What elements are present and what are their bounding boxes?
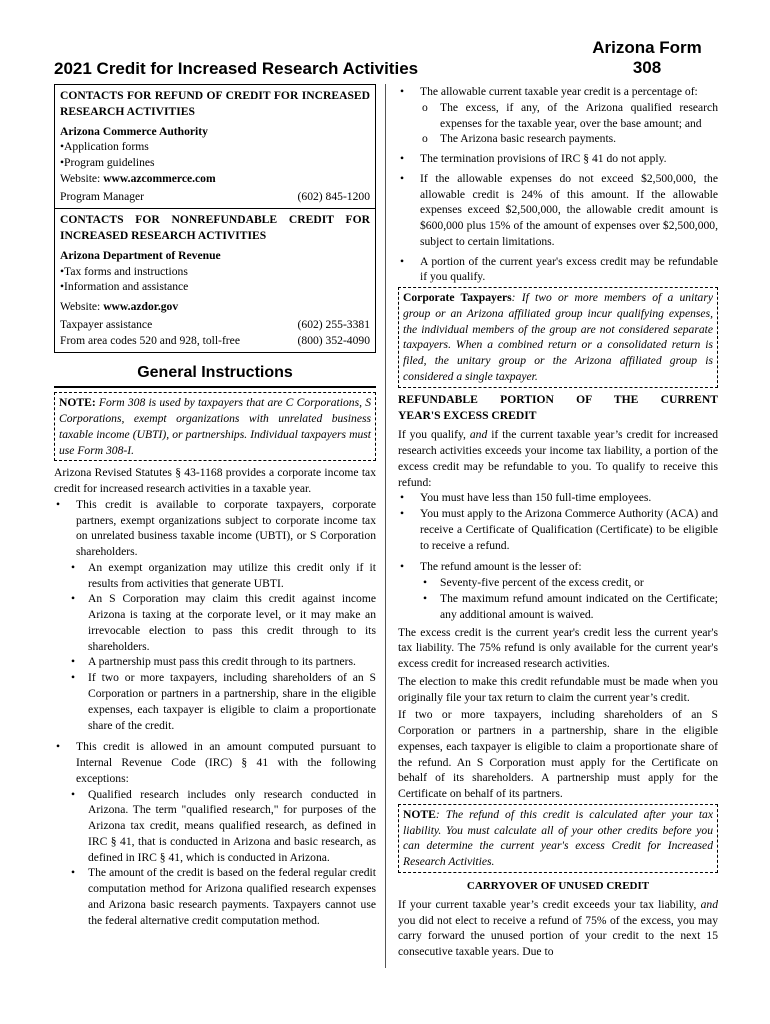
phone-label: Program Manager bbox=[60, 189, 145, 203]
list-item: o The excess, if any, of the Arizona qualified research expenses for the taxable year, over the base amount; and bbox=[420, 100, 718, 132]
list-item: • The amount of the credit is based on the federal regular credit computation method for Arizona qualified research expenses and Arizona basic research payments. Taxpayers cannot use the federal alternative credit computation method. bbox=[68, 865, 376, 928]
contacts-nonrefundable-heading: CONTACTS FOR NONREFUNDABLE CREDIT FOR INCREASED RESEARCH ACTIVITIES bbox=[60, 213, 370, 243]
sub-list bbox=[420, 100, 718, 147]
two-or-more-paragraph: If two or more taxpayers, including shareholders of an S Corporation or partners in a partnership, share in the eligible expenses, each taxpayer is eligible to claim a proportionate share of the refund. An S Corporation must apply for the Certificate on behalf of its shareholders. A partnership must apply for the Certificate on behalf of its partners. bbox=[398, 708, 718, 801]
contacts-nonrefundable-section bbox=[55, 208, 375, 352]
program-manager-row bbox=[60, 189, 370, 205]
list-item: • If two or more taxpayers, including shareholders of an S Corporation or partners in a partnership, share in the eligible expenses, each taxpayer is eligible to claim a proportionate share of the credit. bbox=[68, 670, 376, 733]
list-item: • You must have less than 150 full-time employees. bbox=[398, 490, 718, 506]
qualify-bullets bbox=[398, 490, 718, 622]
list-item: • Seventy-five percent of the excess credit, or bbox=[420, 575, 718, 591]
nonrefundable-bullet: •Tax forms and instructions bbox=[60, 264, 188, 278]
list-item: • You must apply to the Arizona Commerce Authority (ACA) and receive a Certificate of Qualification (Certificate) to be eligible to receive a refund. bbox=[398, 506, 718, 553]
refund-bullet: •Application forms bbox=[60, 140, 149, 154]
text-run: you did not elect to receive a refund of 75% of the excess, you may carry forward the unused portion of your credit to the next 15 consecutive taxable years. Due to bbox=[398, 913, 718, 959]
bullet-text: The allowable current taxable year credit is a percentage of: bbox=[420, 85, 698, 98]
list-item: • Qualified research includes only research conducted in Arizona. The term "qualified research," for purposes of the Arizona tax credit, means qualified research, as defined in IRC § 41, that is conducted in Arizona and basic research, as defined in IRC § 41, which is conducted in Arizona. bbox=[68, 787, 376, 866]
text-run: and bbox=[469, 428, 488, 442]
website-label: Website: bbox=[60, 300, 104, 314]
contacts-refund-section bbox=[55, 85, 375, 208]
note-text: Form 308 is used by taxpayers that are C Corporations, S Corporations, exempt organizations with unrelated business taxable income (UBTI), or partnerships. Individual taxpayers must use Form 308-I. bbox=[59, 396, 371, 457]
list-item: • An S Corporation may claim this credit against income Arizona is taxing at the corporate level, or it may make an irrevocable election to pass this credit through to its shareholders. bbox=[68, 591, 376, 654]
note-label: NOTE: bbox=[59, 396, 96, 410]
corp-label: Corporate Taxpayers bbox=[403, 291, 512, 305]
nonrefundable-website-line bbox=[60, 299, 370, 315]
general-instructions-heading: General Instructions bbox=[54, 362, 376, 388]
carryover-paragraph bbox=[398, 897, 718, 960]
list-item: • A partnership must pass this credit through to its partners. bbox=[68, 654, 376, 670]
website-label: Website: bbox=[60, 171, 104, 185]
phone-number: (602) 845-1200 bbox=[297, 189, 370, 203]
phone-number: (602) 255-3381 bbox=[297, 317, 370, 331]
election-paragraph: The election to make this credit refundable must be made when you originally file your tax return to claim the current year’s credit. bbox=[398, 674, 718, 704]
right-column bbox=[398, 84, 718, 960]
form-label: Arizona Form bbox=[592, 38, 702, 57]
bullet-text: The refund amount is the lesser of: bbox=[420, 560, 582, 574]
list-item bbox=[54, 739, 376, 928]
text-run: If you qualify, bbox=[398, 428, 470, 442]
text-run: and bbox=[700, 897, 718, 911]
azdor-link[interactable]: www.azdor.gov bbox=[103, 300, 179, 314]
taxpayer-assistance-row bbox=[60, 317, 370, 333]
list-item: o The Arizona basic research payments. bbox=[420, 131, 718, 147]
refund-note-box bbox=[398, 804, 718, 873]
excess-credit-paragraph: The excess credit is the current year's credit less the current year's tax liability. The 75% refund is only available for the current year's excess credit for increased research activities. bbox=[398, 625, 718, 671]
list-item bbox=[398, 559, 718, 622]
list-item: • An exempt organization may utilize this credit only if it results from activities that generate UBTI. bbox=[68, 560, 376, 592]
intro-paragraph: Arizona Revised Statutes § 43-1168 provides a corporate income tax credit for increased research activities in a taxable year. bbox=[54, 466, 376, 496]
list-item bbox=[54, 497, 376, 733]
refundable-heading-line2: YEAR'S EXCESS CREDIT bbox=[398, 408, 537, 422]
text-run: If your current taxable year’s credit exceeds your tax liability, bbox=[398, 897, 701, 911]
list-item bbox=[398, 84, 718, 147]
column-divider bbox=[385, 84, 386, 968]
note-text: : The refund of this credit is calculated after your tax liability. You must calculate all of your other credits before you can determine the current year's excess Credit for Increased Research Activities. bbox=[403, 807, 713, 869]
sub-list bbox=[68, 560, 376, 733]
sub-list bbox=[420, 575, 718, 622]
left-column bbox=[54, 84, 376, 929]
carryover-heading: CARRYOVER OF UNUSED CREDIT bbox=[466, 879, 650, 892]
nonrefundable-bullet: •Information and assistance bbox=[60, 280, 189, 294]
page-title: 2021 Credit for Increased Research Activities bbox=[54, 59, 419, 78]
note-box bbox=[54, 392, 376, 461]
bullet-text: This credit is allowed in an amount computed pursuant to Internal Revenue Code (IRC) § 41 with the following exceptions: bbox=[76, 740, 376, 785]
qualify-paragraph bbox=[398, 427, 718, 490]
general-bullets bbox=[54, 497, 376, 929]
bullet-text: This credit is available to corporate taxpayers, corporate partners, exempt organizations subject to corporate income tax on unrelated business taxable income (UBTI), or S Corporation shareholders. bbox=[76, 497, 376, 559]
list-item: • The termination provisions of IRC § 41 do not apply. bbox=[398, 151, 718, 167]
toll-free-row bbox=[60, 333, 370, 349]
commerce-authority-name: Arizona Commerce Authority bbox=[60, 124, 208, 138]
phone-label: From area codes 520 and 928, toll-free bbox=[60, 333, 240, 347]
contacts-refund-heading: CONTACTS FOR REFUND OF CREDIT FOR INCREASED RESEARCH ACTIVITIES bbox=[60, 89, 370, 118]
contacts-box bbox=[54, 84, 376, 353]
phone-label: Taxpayer assistance bbox=[60, 317, 153, 331]
form-number: 308 bbox=[632, 58, 662, 78]
list-item: • The maximum refund amount indicated on the Certificate; any additional amount is waived. bbox=[420, 591, 718, 623]
refundable-heading-line1: REFUNDABLE PORTION OF THE CURRENT bbox=[398, 392, 718, 406]
form-number-header bbox=[582, 38, 712, 79]
phone-number: (800) 352-4090 bbox=[297, 333, 370, 347]
azcommerce-link[interactable]: www.azcommerce.com bbox=[103, 171, 216, 185]
sub-list bbox=[68, 787, 376, 929]
refund-bullet: •Program guidelines bbox=[60, 156, 155, 170]
corporate-taxpayers-box bbox=[398, 287, 718, 388]
refund-website-line bbox=[60, 171, 370, 187]
list-item: • A portion of the current year's excess credit may be refundable if you qualify. bbox=[398, 254, 718, 286]
credit-bullets bbox=[398, 84, 718, 285]
corp-text: : If two or more members of a unitary group or an Arizona affiliated group incur qualifying expenses, the individual members of the group are not considered separate taxpayers. When a combined return or a consolidated return is filed, the unitary group or the Arizona affiliated group is considered a single taxpayer. bbox=[403, 291, 714, 384]
department-of-revenue-name: Arizona Department of Revenue bbox=[60, 248, 221, 262]
list-item: • If the allowable expenses do not exceed $2,500,000, the allowable credit is 24% of this amount. If the allowable expenses exceed $2,500,000, the allowable credit amount is $600,000 plus 15% of the amount of expenses over $2,500,000, subject to certain limitations. bbox=[398, 171, 718, 250]
note-label: NOTE bbox=[403, 807, 436, 821]
text-run: if the current taxable year’s credit for increased research activities exceeds your income tax liability, a portion of the excess credit may be refundable to you. To qualify to receive this refund: bbox=[398, 428, 718, 489]
